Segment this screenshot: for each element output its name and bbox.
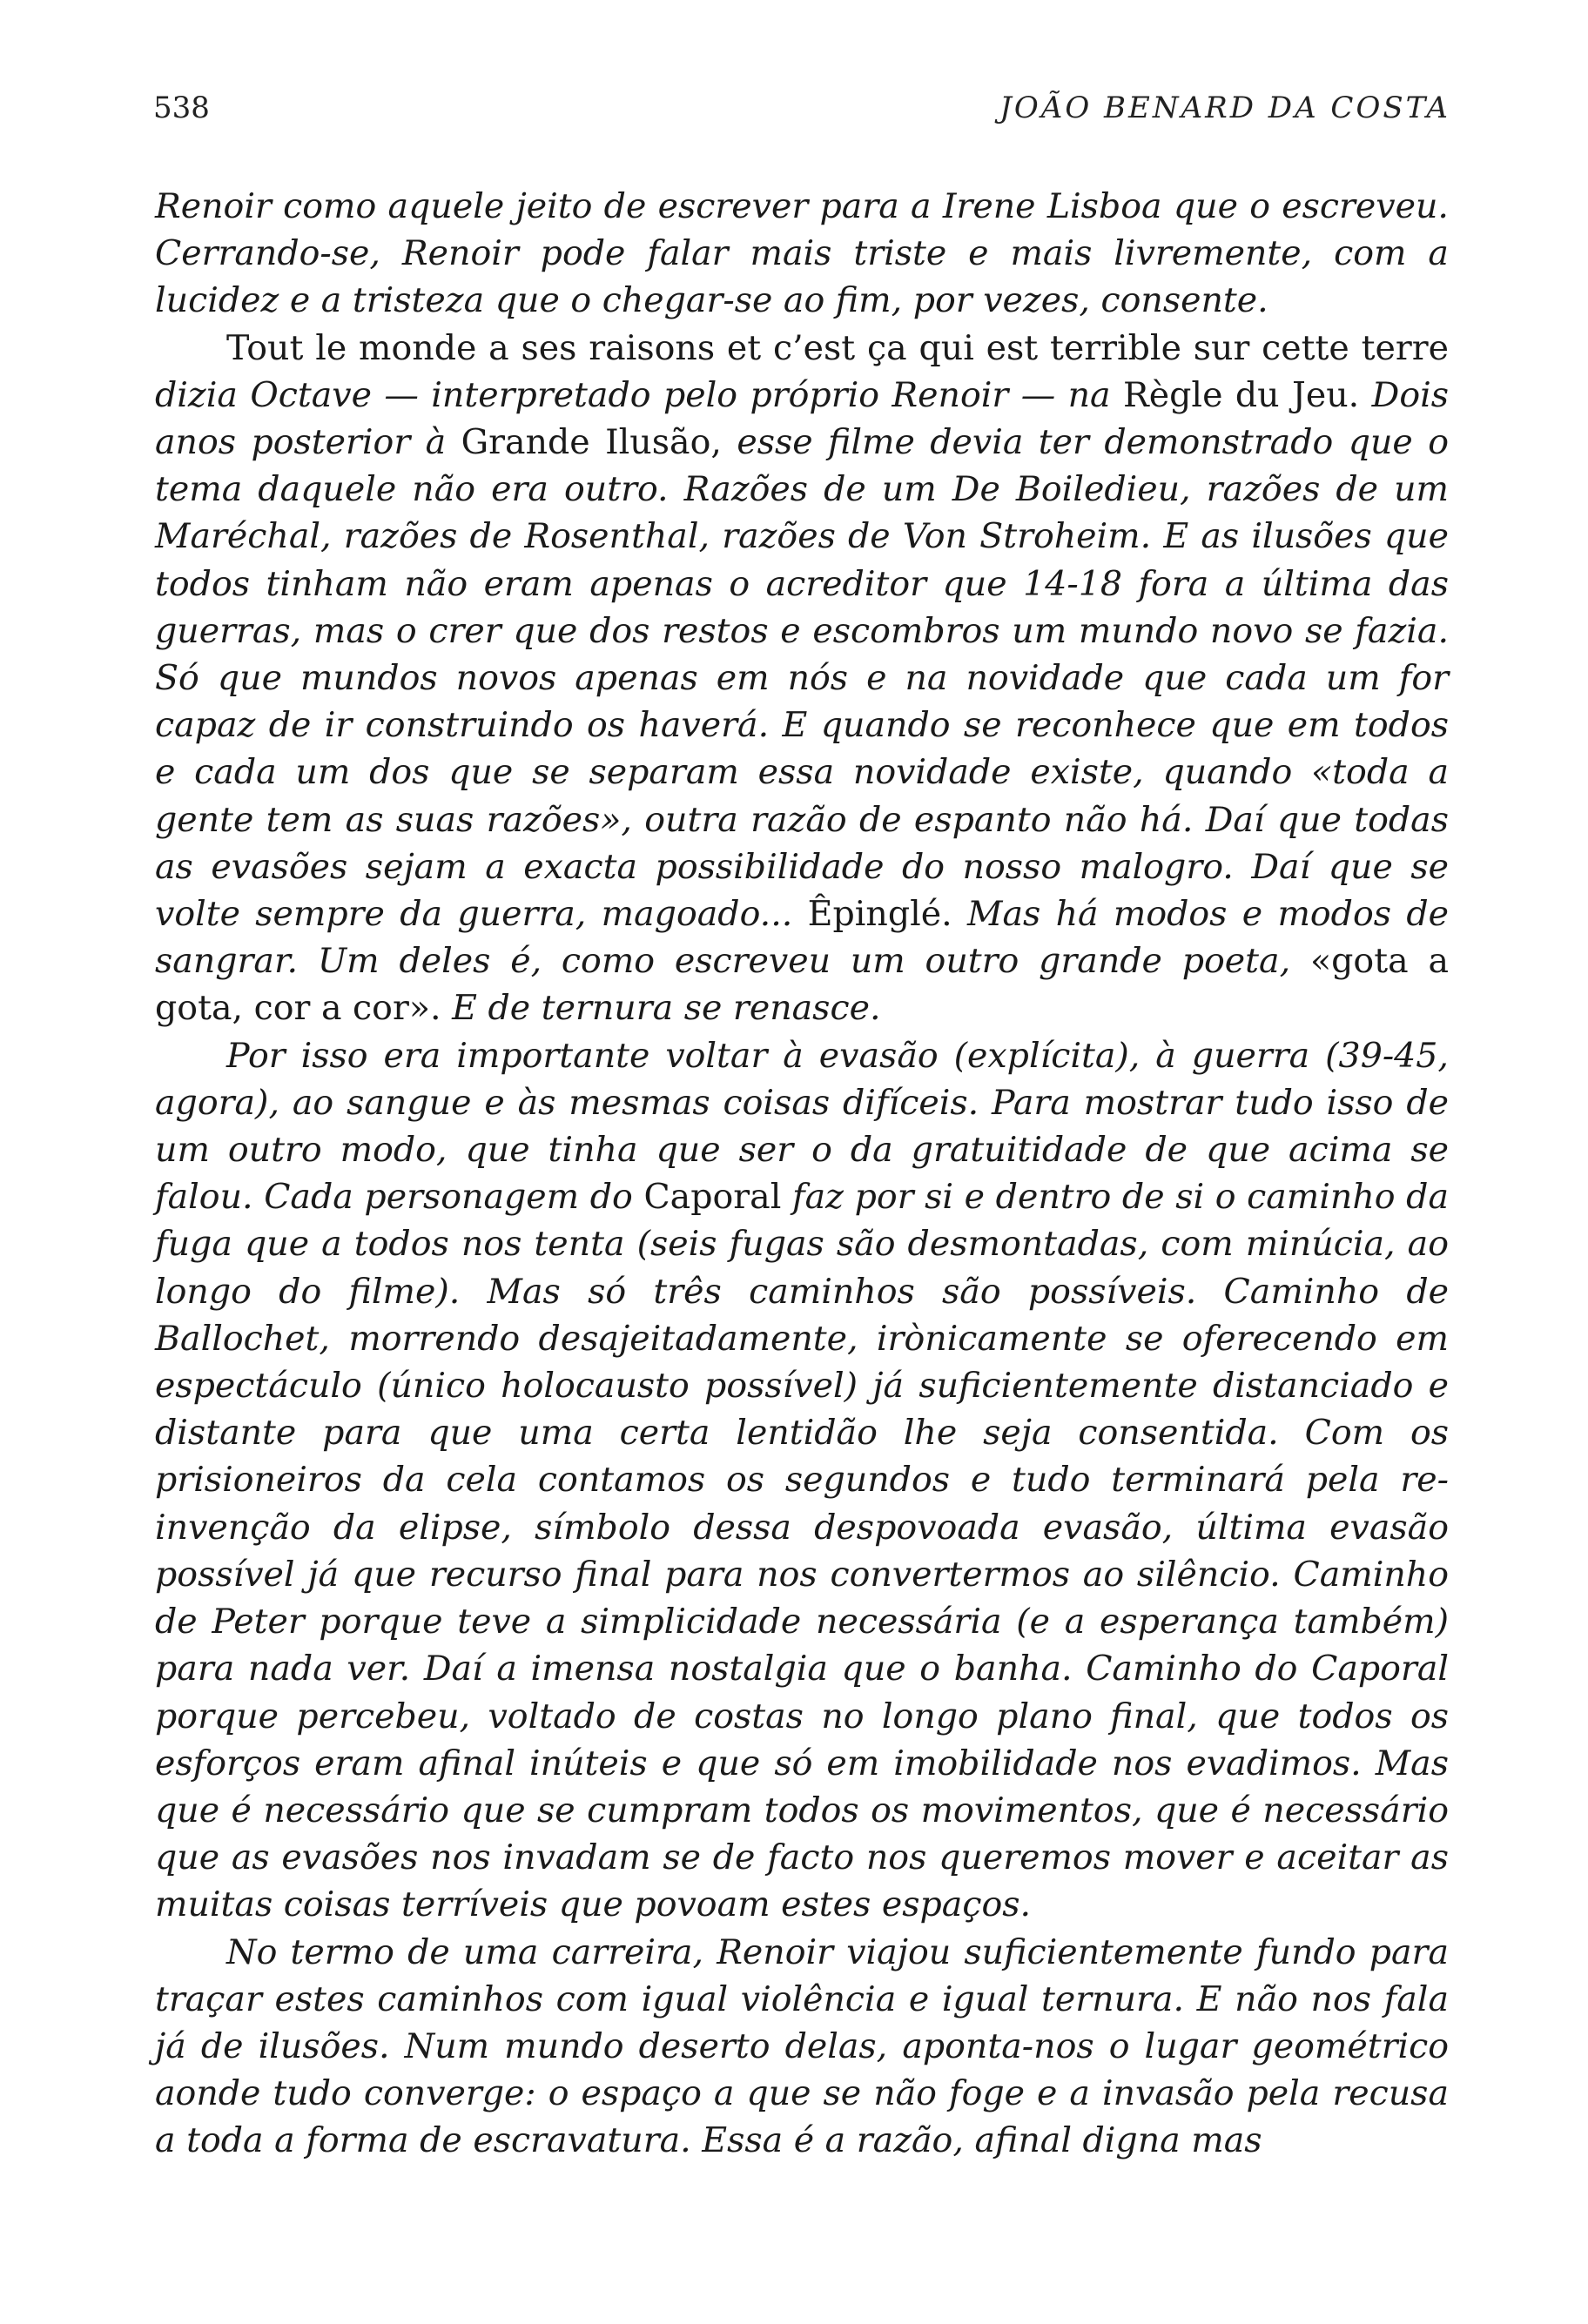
roman-text-run: Grande Ilusão, xyxy=(461,422,737,463)
italic-text-run: E de ternura se renasce. xyxy=(452,988,881,1029)
italic-text-run: dizia Octave — interpretado pelo próprio Renoir — na xyxy=(155,374,1124,415)
page-number: 538 xyxy=(153,91,210,125)
paragraph xyxy=(155,325,1449,1032)
italic-text-run: Por isso era importante voltar à evasão (explícita), à guerra (39-45, agora), ao sangue e às mesmas coisas difíceis. Para mostrar tudo isso de um outro modo, que tinha que ser o da gratuitidade de que acima se falou. Cada personagem do xyxy=(155,1035,1449,1218)
italic-text-run: esse filme devia ter demonstrado que o tema daquele não era outro. Razões de um De Boiledieu, razões de um Maréchal, razões de Rosenthal, razões de Von Stroheim. E as ilusões que todos tinham não eram apenas o acreditor que 14-18 fora a última das guerras, mas o crer que dos restos e escombros um mundo novo se fazia. Só que mundos novos apenas em nós e na novidade que cada um for capaz de ir construindo os haverá. E quando se reconhece que em todos e cada um dos que se separam essa novidade existe, quando «toda a gente tem as suas razões», outra razão de espanto não há. Daí que todas as evasões sejam a exacta possibilidade do nosso malogro. Daí que se volte sempre da guerra, magoado... xyxy=(155,422,1449,935)
paragraph xyxy=(155,1032,1449,1929)
italic-text-run: faz por si e dentro de si o caminho da fuga que a todos nos tenta (seis fugas são desmontadas, com minúcia, ao longo do filme). Mas só três caminhos são possíveis. Caminho de Ballochet, morrendo desajeitadamente, irònicamente se oferecendo em espectáculo (único holocausto possível) já suficientemente distanciado e distante para que uma certa lentidão lhe seja consentida. Com os prisioneiros da cela contamos os segundos e tudo terminará pela re-invenção da elipse, símbolo dessa despovoada evasão, última evasão possível já que recurso final para nos convertermos ao silêncio. Caminho de Peter porque teve a simplicidade necessária (e a esperança também) para nada ver. Daí a imensa nostalgia que o banha. Caminho do Caporal porque percebeu, voltado de costas no longo plano final, que todos os esforços eram afinal inúteis e que só em imobilidade nos evadimos. Mas que é necessário que se cumpram todos os movimentos, que é necessário que as evasões nos invadam se de facto nos queremos mover e aceitar as muitas coisas terríveis que povoam estes espaços. xyxy=(155,1177,1449,1925)
italic-text-run: Mas há modos e modos de sangrar. Um deles é, como escreveu um outro grande poeta, xyxy=(155,894,1449,982)
paragraph xyxy=(155,1929,1449,2165)
italic-text-run: Dois anos posterior à xyxy=(155,374,1450,463)
roman-text-run: Tout le monde a ses raisons et c’est ça qui est terrible sur cette terre xyxy=(226,327,1449,368)
roman-text-run: Caporal xyxy=(643,1177,792,1218)
page-header xyxy=(153,91,1450,136)
roman-text-run: Règle du Jeu. xyxy=(1123,374,1372,415)
paragraph xyxy=(155,183,1449,325)
italic-text-run: Renoir como aquele jeito de escrever para a Irene Lisboa que o escreveu. Cerrando-se, Renoir pode falar mais triste e mais livremente, com a lucidez e a tristeza que o chegar-se ao fim, por vezes, consente. xyxy=(155,186,1449,321)
roman-text-run: Êpinglé. xyxy=(807,894,967,935)
italic-text-run: No termo de uma carreira, Renoir viajou suficientemente fundo para traçar estes caminhos com igual violência e igual ternura. E não nos fala já de ilusões. Num mundo deserto delas, aponta-nos o lugar geométrico aonde tudo converge: o espaço a que se não foge e a invasão pela recusa a toda a forma de escravatura. Essa é a razão, afinal digna mas xyxy=(155,1931,1449,2161)
running-head: JOÃO BENARD DA COSTA xyxy=(999,91,1450,125)
body-text xyxy=(155,183,1449,2165)
roman-text-run: «gota a gota, cor a cor». xyxy=(155,941,1449,1029)
